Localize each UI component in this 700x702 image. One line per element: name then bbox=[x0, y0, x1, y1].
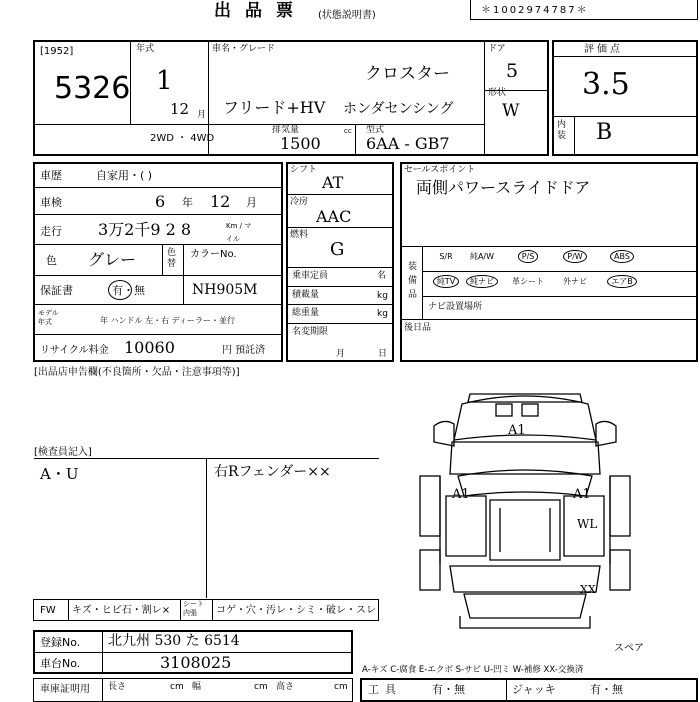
warranty-value: 有・無 bbox=[112, 284, 145, 297]
evaluation-label: 評価点 bbox=[584, 44, 623, 55]
cert-length-label: 長さ bbox=[108, 682, 127, 692]
sheet-label: シート内張 bbox=[183, 600, 204, 617]
color-no-value: NH905M bbox=[192, 282, 258, 298]
equipment-row2-item: 純ナビ bbox=[460, 277, 504, 287]
door-value: 5 bbox=[506, 60, 519, 82]
damage-mark-rear: XX bbox=[580, 583, 596, 596]
load-label: 積載量 bbox=[292, 290, 320, 300]
warranty-circle-mark bbox=[108, 280, 132, 300]
serial-number: ＊1002974787＊ bbox=[481, 5, 589, 16]
lot-year-tag: 1952 bbox=[43, 46, 70, 57]
lot-number: 5326 bbox=[54, 71, 131, 106]
sales-point-label: セールスポイント bbox=[404, 165, 476, 175]
inspector-note-left: A・U bbox=[40, 465, 79, 483]
shaken-year-suffix: 年 bbox=[182, 196, 193, 209]
inspector-label: [検査員記入] bbox=[34, 447, 92, 458]
registration-value: 北九州 530 た 6514 bbox=[108, 633, 240, 649]
color-value: グレー bbox=[88, 250, 137, 269]
displacement-label: 排気量 bbox=[272, 125, 300, 135]
recycle-value: 10060 bbox=[124, 338, 175, 357]
jack-label: ジャッキ bbox=[512, 683, 556, 696]
cert-width-unit: cm bbox=[254, 682, 268, 692]
warranty-label: 保証書 bbox=[40, 284, 73, 297]
shaken-month: 12 bbox=[210, 192, 231, 211]
grade-value: フリード+HV bbox=[223, 98, 326, 117]
tools-label: 工具 bbox=[368, 683, 402, 696]
capacity-label: 乗車定員 bbox=[292, 271, 329, 281]
equipment-row2-item: 純TV bbox=[424, 277, 468, 287]
cert-length-unit: cm bbox=[170, 682, 184, 692]
chassis-label: 車台No. bbox=[40, 657, 81, 670]
weight-label: 総重量 bbox=[292, 308, 320, 318]
damage-mark-left: A1 bbox=[452, 487, 470, 502]
interior-label: 内装 bbox=[557, 120, 567, 141]
car-diagram bbox=[400, 380, 650, 630]
car-name-value: クロスター bbox=[365, 64, 450, 84]
sales-point-value: 両側パワースライドドア bbox=[416, 178, 591, 197]
color-no-label: カラーNo. bbox=[190, 249, 237, 260]
equipment-row1-item: P/S bbox=[506, 252, 550, 262]
displacement-unit: cc bbox=[344, 127, 352, 135]
model-year-label: モデル年式 bbox=[38, 309, 59, 326]
mileage-unit: Km / マイル bbox=[226, 222, 252, 243]
document-subtitle: (状態説明書) bbox=[318, 10, 376, 21]
equipment-row1-item: P/W bbox=[553, 252, 597, 262]
garage-cert-label: 車庫証明用 bbox=[40, 684, 90, 695]
cert-height-unit: cm bbox=[334, 682, 348, 692]
door-label: ドア bbox=[488, 44, 506, 54]
history-value: 自家用・( ) bbox=[96, 169, 153, 182]
displacement-value: 1500 bbox=[280, 134, 321, 153]
change-label: 名変期限 bbox=[292, 327, 329, 337]
weight-unit: kg bbox=[377, 309, 388, 319]
capacity-unit: 名 bbox=[377, 271, 387, 281]
month-value: 12 bbox=[170, 100, 190, 118]
shift-value: AT bbox=[322, 173, 344, 192]
shaken-month-suffix: 月 bbox=[246, 196, 257, 209]
drive-label: 2WD ・ 4WD bbox=[150, 133, 215, 144]
model-value: 6AA - GB7 bbox=[366, 134, 450, 153]
shift-label: シフト bbox=[290, 165, 318, 175]
recycle-unit: 円 預託済 bbox=[222, 345, 266, 356]
shaken-label: 車検 bbox=[40, 196, 62, 209]
ac-value: AAC bbox=[316, 207, 352, 226]
option-value: ホンダセンシング bbox=[343, 101, 454, 117]
shape-value: W bbox=[502, 101, 520, 121]
navi-location-label: ナビ設置場所 bbox=[428, 302, 483, 312]
damage-legend: A-キズ C-腐食 E-エクボ S-サビ U-凹ミ W-補修 XX-交換済 bbox=[362, 665, 584, 675]
color-label: 色 bbox=[46, 254, 57, 267]
equipment-row2-item: 外ナビ bbox=[563, 277, 587, 286]
fw-value: キズ・ヒビ石・割レ× bbox=[72, 605, 171, 616]
equipment-row2-item: エアB bbox=[600, 277, 644, 287]
mileage-label: 走行 bbox=[40, 225, 62, 238]
change-day: 日 bbox=[378, 349, 388, 359]
equipment-row1-item: ABS bbox=[600, 252, 644, 262]
chassis-value: 3108025 bbox=[160, 653, 232, 672]
jack-value: 有・無 bbox=[590, 683, 623, 696]
damage-mark-right-lower: WL bbox=[577, 517, 598, 531]
equipment-row1-item: 純A/W bbox=[469, 252, 495, 261]
later-items-label: 後日品 bbox=[404, 323, 432, 333]
load-unit: kg bbox=[377, 291, 388, 301]
model-year-text: 年 ハンドル 左・右 ディーラー・並行 bbox=[100, 316, 235, 325]
month-suffix: 月 bbox=[197, 110, 207, 120]
serial-box bbox=[470, 0, 698, 20]
fw-label: FW bbox=[40, 605, 56, 616]
tools-value: 有・無 bbox=[432, 683, 465, 696]
damage-mark-right: A1 bbox=[573, 487, 591, 502]
year-label: 年式 bbox=[136, 44, 155, 54]
evaluation-score: 3.5 bbox=[582, 67, 630, 102]
shape-label: 形状 bbox=[488, 88, 507, 98]
spare-label: スペア bbox=[614, 643, 644, 654]
equipment-label: 装備品 bbox=[408, 262, 418, 300]
ac-label: 冷房 bbox=[290, 197, 309, 207]
seller-notes-label: [出品店申告欄(不良箇所・欠品・注意事項等)] bbox=[34, 367, 240, 378]
equipment-row1-item: S/R bbox=[439, 252, 453, 261]
sheet-value: コゲ・穴・汚レ・シミ・破レ・スレ bbox=[216, 605, 376, 616]
fuel-label: 燃料 bbox=[290, 230, 309, 240]
damage-mark-roof: A1 bbox=[508, 423, 526, 438]
change-month: 月 bbox=[336, 349, 346, 359]
fuel-value: G bbox=[330, 239, 345, 260]
shaken-year: 6 bbox=[155, 192, 166, 211]
cert-width-label: 幅 bbox=[192, 682, 202, 692]
cert-height-label: 高さ bbox=[276, 682, 295, 692]
history-label: 車歴 bbox=[40, 169, 62, 182]
year-value: 1 bbox=[156, 66, 173, 96]
interior-score: B bbox=[596, 120, 613, 145]
registration-label: 登録No. bbox=[40, 636, 81, 649]
car-name-label: 車名・グレード bbox=[212, 44, 276, 54]
inspector-note-right: 右Rフェンダー×× bbox=[214, 464, 331, 480]
document-title: 出品票 bbox=[214, 1, 307, 21]
equipment-row2-item: 革シート bbox=[512, 277, 544, 286]
model-label: 型式 bbox=[366, 125, 385, 135]
color-change-label: 色替 bbox=[167, 248, 177, 269]
mileage-value: 3万2千9 2 8 bbox=[98, 220, 192, 239]
recycle-label: リサイクル料金 bbox=[40, 345, 109, 356]
